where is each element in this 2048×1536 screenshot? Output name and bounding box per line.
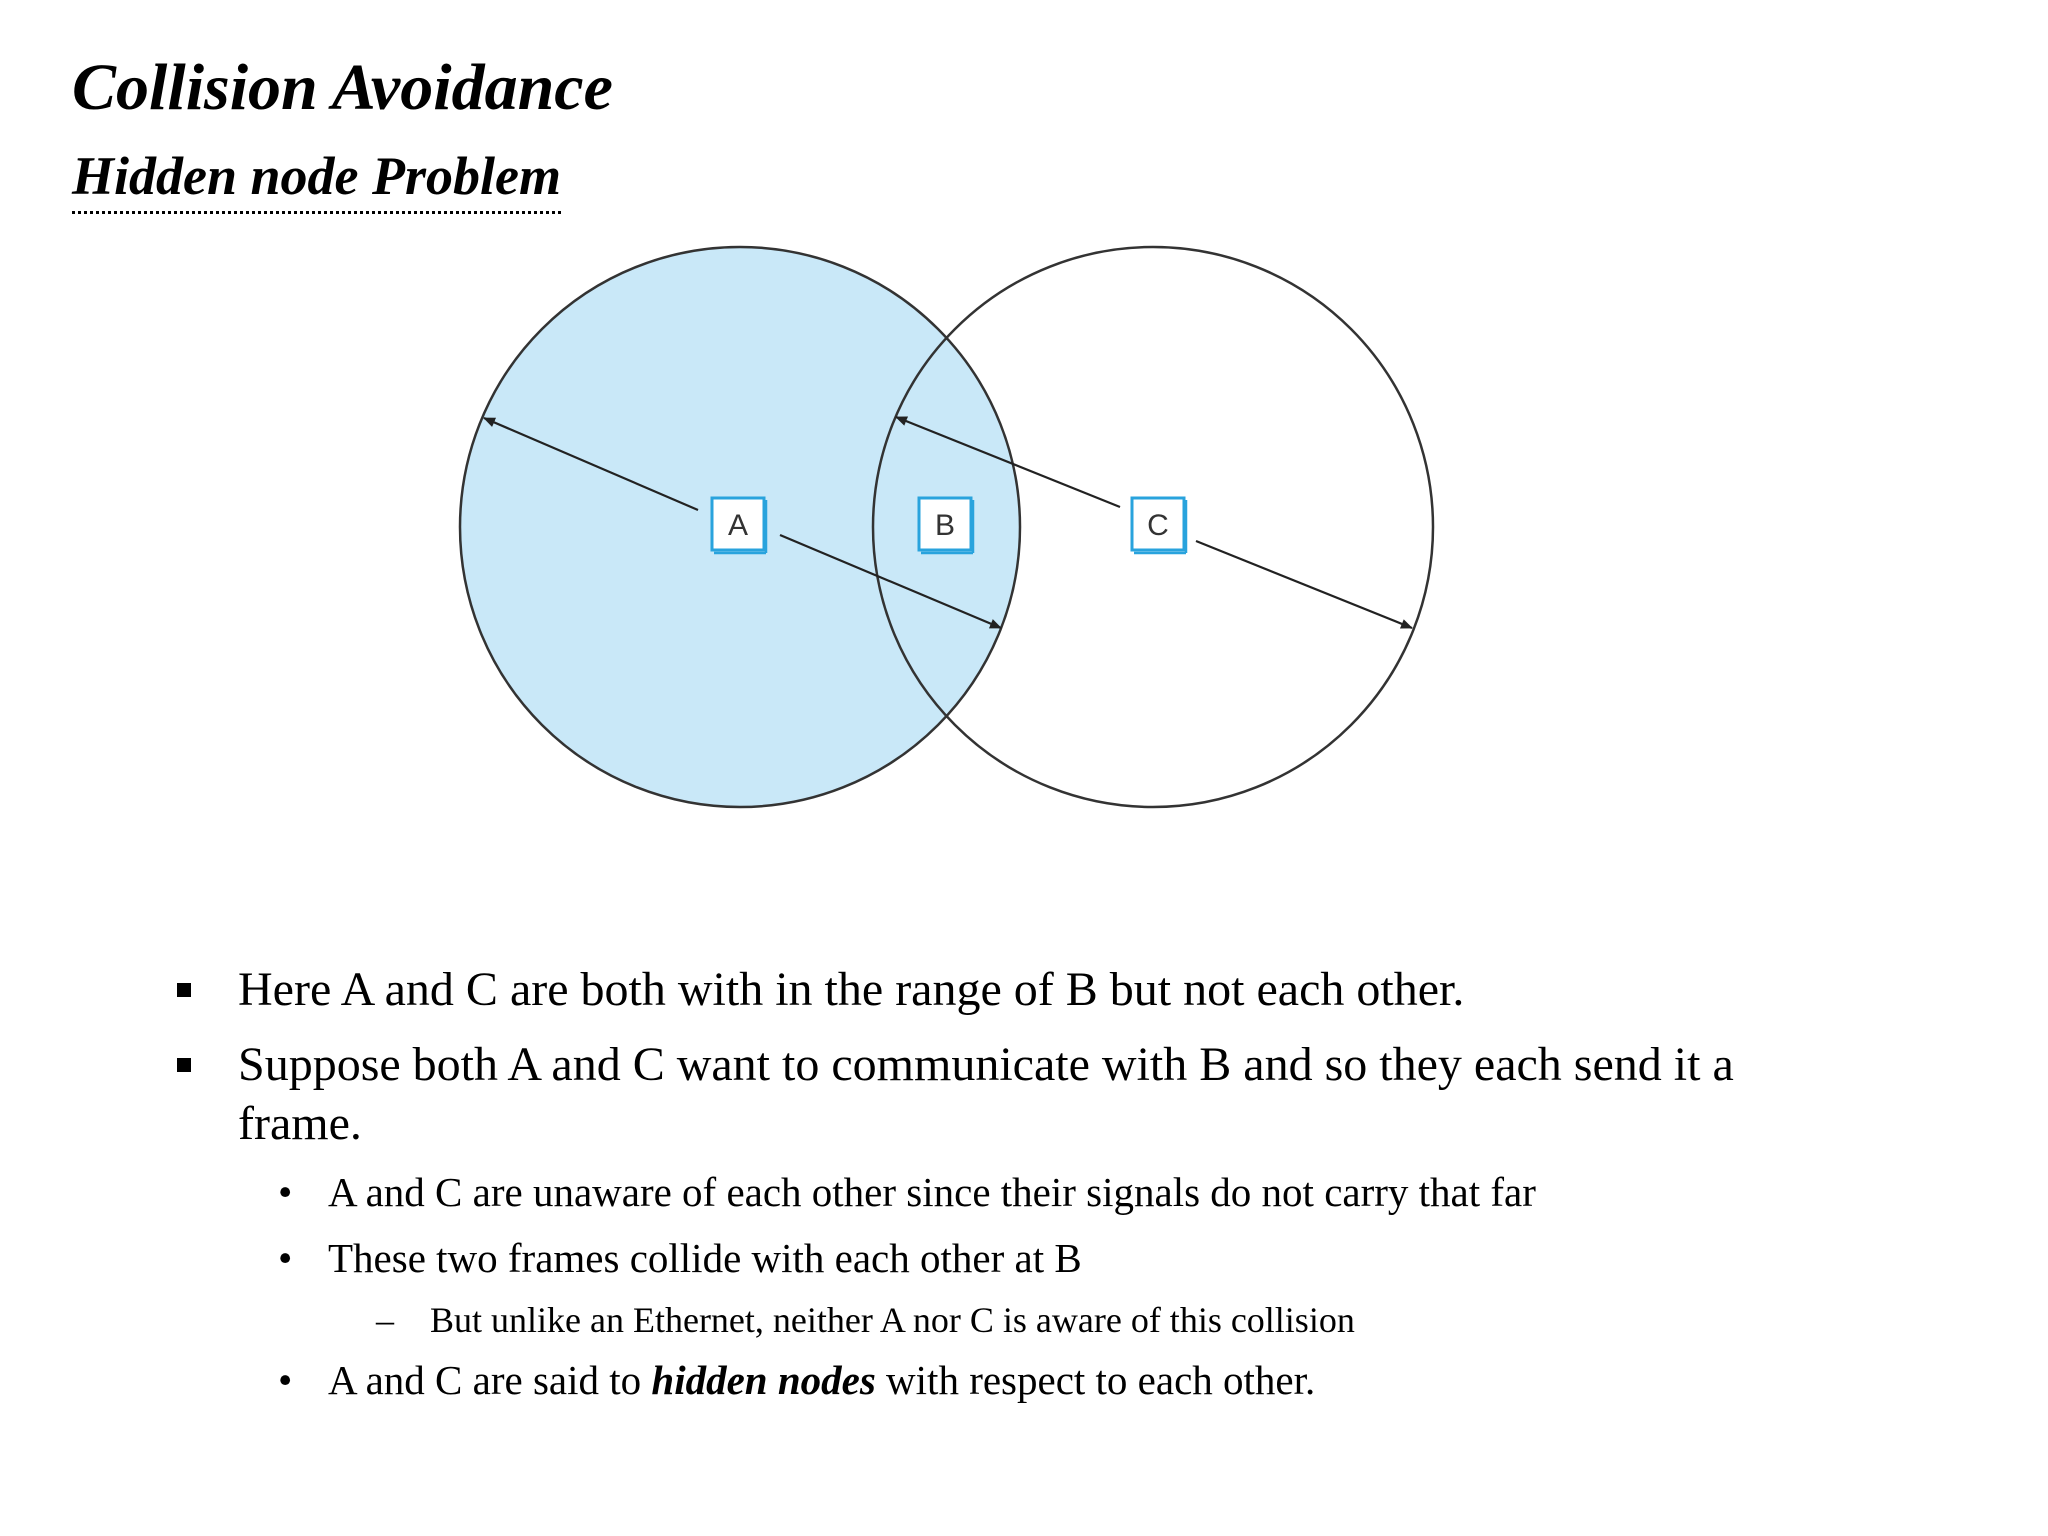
node-c <box>1132 498 1186 553</box>
node-c-label: C <box>1147 509 1169 542</box>
node-b <box>919 498 973 553</box>
hidden-node-diagram <box>440 230 1460 830</box>
square-bullet-icon <box>177 983 191 997</box>
round-bullet-icon: • <box>278 1169 293 1215</box>
bullet-item-2-line-1: Suppose both A and C want to communicate with B and so they each send it a <box>238 1038 1734 1091</box>
round-bullet-icon: • <box>278 1235 293 1281</box>
round-bullet-icon: • <box>278 1357 293 1403</box>
square-bullet-icon <box>177 1058 191 1072</box>
hidden-nodes-emphasis: hidden nodes <box>651 1357 876 1403</box>
sub-sub-bullet-1: But unlike an Ethernet, neither A nor C is aware of this collision <box>430 1300 1355 1340</box>
bullet-item-1: Here A and C are both with in the range of B but not each other. <box>238 963 1465 1016</box>
range-arrow-c-right <box>1196 541 1412 628</box>
slide-subtitle: Hidden node Problem <box>72 144 561 214</box>
node-b-label: B <box>934 509 956 542</box>
slide-title: Collision Avoidance <box>72 51 613 124</box>
bullet-item-2-line-2: frame. <box>238 1097 362 1150</box>
sub-bullet-2: These two frames collide with each other at B <box>328 1235 1082 1281</box>
dash-bullet-icon: – <box>376 1300 394 1340</box>
sub-bullet-1: A and C are unaware of each other since their signals do not carry that far <box>328 1169 1536 1215</box>
node-a-label: A <box>727 509 749 542</box>
sub-bullet-3 <box>328 1358 1315 1403</box>
sub-bullet-3-text-start: A and C are said to <box>328 1357 652 1403</box>
node-a <box>712 498 766 553</box>
sub-bullet-3-text-end: with respect to each other. <box>875 1357 1316 1403</box>
